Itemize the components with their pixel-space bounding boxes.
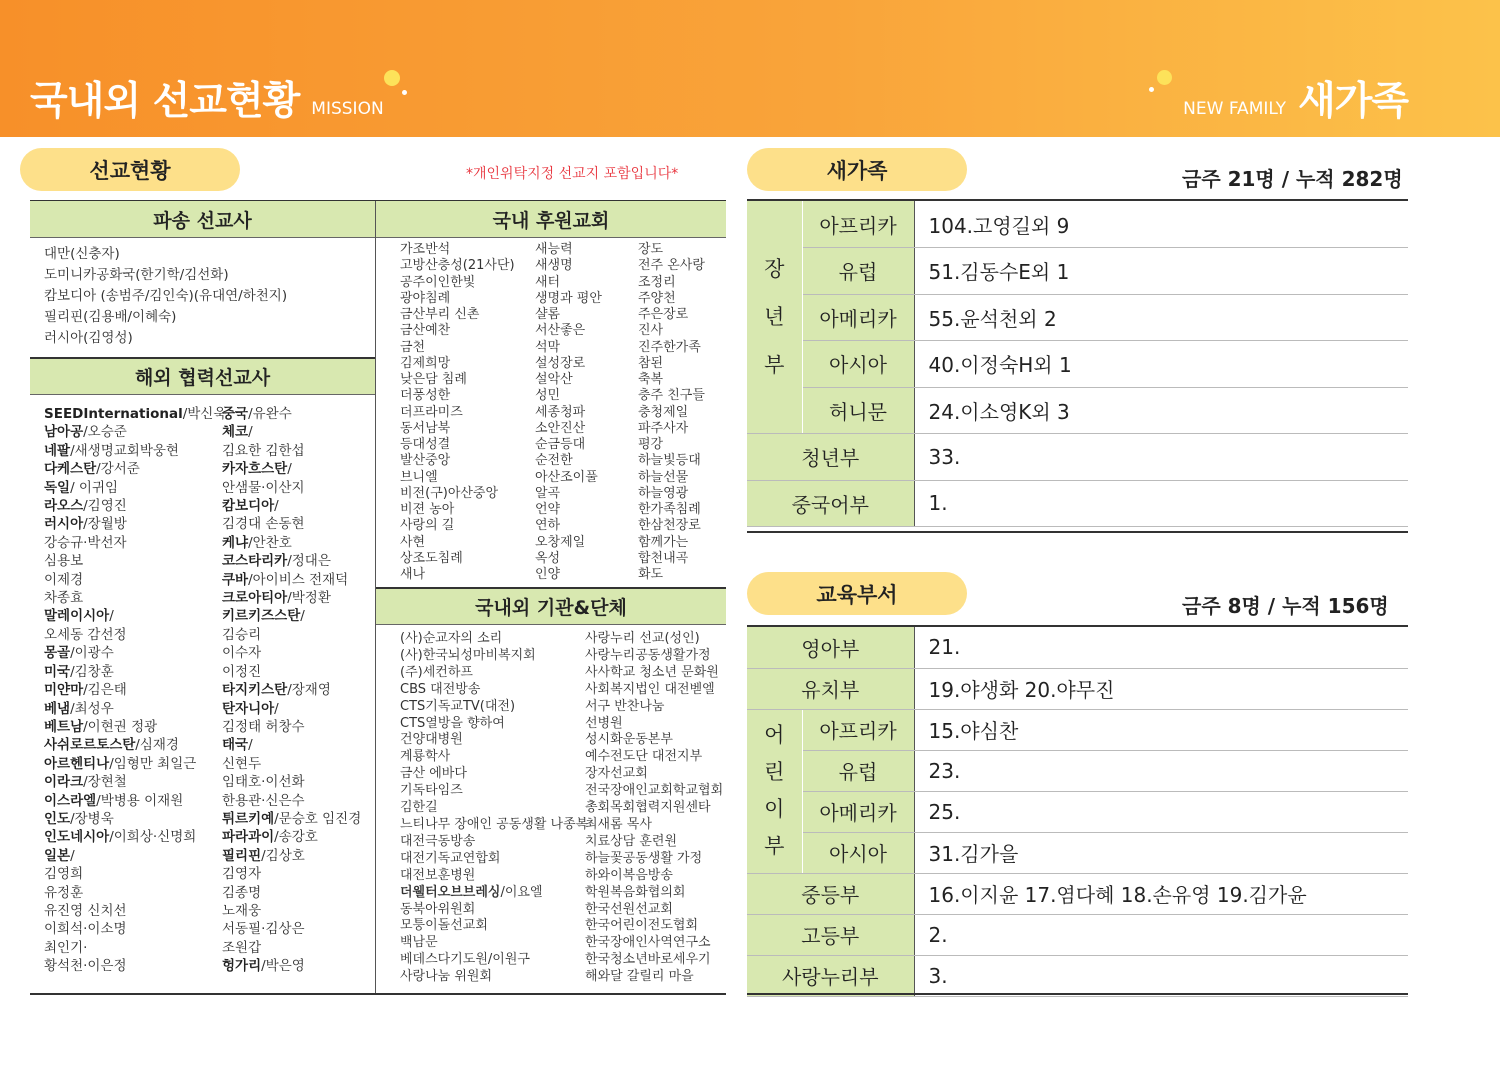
row-label: 아프리카 [802, 201, 914, 248]
row-value: 15.야심찬 [914, 709, 1408, 750]
church-item: 낮은담 침례 [400, 372, 467, 387]
partner-item: 서동필·김상은 [222, 921, 305, 938]
table-row [747, 750, 1408, 791]
church-item: 알곡 [535, 485, 561, 501]
mission-note: *개인위탁지정 선교지 포함입니다* [466, 166, 679, 182]
country-name: 파라과이 [222, 829, 275, 846]
country-name: 베트남 [44, 718, 84, 735]
org-col-2 [585, 631, 723, 986]
row-label: 고등부 [747, 914, 914, 955]
divider [747, 531, 1408, 533]
domestic-col-3 [638, 242, 705, 583]
row-label: 유럽 [802, 750, 914, 791]
row-value: 19.야생화 20.야무진 [914, 668, 1408, 709]
church-item: 조정리 [638, 274, 676, 290]
dispatch-item: 대만(신충자) [44, 246, 120, 262]
org-item: 금산 에바다 [400, 766, 467, 782]
row-label: 아시아 [802, 341, 914, 388]
org-header: 국내외 기관&단체 [376, 587, 726, 625]
church-item: 성민 [535, 388, 561, 404]
church-item: 인양 [535, 567, 561, 582]
country-name: 더웰터오브브레싱 [400, 884, 501, 900]
partner-item: 카자흐스탄/ [222, 461, 292, 478]
table-row [747, 341, 1408, 388]
church-item: 발산중앙 [400, 453, 451, 469]
org-item: 계룡학사 [400, 749, 451, 765]
deco-dot-icon [384, 70, 400, 86]
org-item: 선병원 [585, 715, 623, 731]
partner-item: 사쉬로르토스탄/심재경 [44, 737, 179, 754]
row-label: 중국어부 [747, 480, 914, 527]
church-item: 소안진산 [535, 420, 586, 436]
partner-item: 황석천·이은정 [44, 958, 127, 975]
church-item: 가조반석 [400, 242, 451, 257]
org-item: 베데스다기도원/이원구 [400, 952, 530, 968]
row-value: 104.고영길외 9 [914, 201, 1408, 248]
org-item: 느티나무 장애인 공동생활 나종복 [400, 816, 589, 832]
church-item: 사현 [400, 534, 426, 550]
org-item: 사랑누리 선교(성인) [585, 631, 700, 646]
org-item: 총회목회협력지원센타 [585, 800, 711, 816]
partner-item: 오세동 감선정 [44, 626, 127, 643]
newfamily-count: 금주 21명 / 누적 282명 [1182, 167, 1403, 191]
church-item: 광야침례 [400, 290, 451, 306]
church-item: 서산좋은 [535, 323, 586, 339]
org-item: 사사학교 청소년 문화원 [585, 664, 719, 680]
church-item: 진주한가족 [638, 339, 701, 355]
dispatch-list [44, 244, 287, 349]
partner-item: 미국/김창훈 [44, 663, 114, 680]
deco-dot-icon [402, 90, 407, 95]
dispatch-item: 캄보디아 (송범주/김인숙)(유대연/하천지) [44, 288, 288, 304]
row-value: 3. [914, 955, 1408, 996]
newfamily-pill: 새가족 [747, 148, 967, 191]
row-value: 25. [914, 791, 1408, 832]
row-value: 2. [914, 914, 1408, 955]
row-label: 영아부 [747, 627, 914, 668]
partner-item: 임태호·이선화 [222, 774, 305, 791]
country-name: 네팔 [44, 442, 71, 459]
country-name: 인도 [44, 810, 71, 827]
partner-item: 조원갑 [222, 939, 262, 956]
org-item: 건양대병원 [400, 732, 463, 748]
partner-item: 유정훈 [44, 884, 84, 901]
country-name: 크로아티아 [222, 590, 288, 607]
header-banner [0, 0, 1500, 137]
country-name: 타지키스탄 [222, 682, 288, 699]
country-name: 남아공 [44, 424, 84, 441]
partner-item: 김영자 [222, 866, 262, 883]
partner-item: 키르키즈스탄/ [222, 608, 305, 625]
row-value: 16.이지윤 17.염다혜 18.손유영 19.김가윤 [914, 873, 1408, 914]
newfamily-table [747, 201, 1408, 527]
church-item: 등대성결 [400, 437, 451, 452]
org-item: 사회복지법인 대전벧엘 [585, 681, 715, 697]
church-item: 공주이인한빛 [400, 274, 476, 290]
country-name: 아르헨티나 [44, 755, 110, 772]
partner-item: 차종효 [44, 590, 84, 607]
partner-list-right [222, 405, 361, 976]
org-item: 동북아위원회 [400, 901, 476, 917]
org-item: 한국청소년바로세우기 [585, 952, 711, 968]
education-table [747, 627, 1408, 997]
partner-item: 중국/유완수 [222, 406, 292, 422]
partner-item: 체코/ [222, 424, 253, 441]
country-name: 쿠바 [222, 571, 249, 588]
row-label: 유치부 [747, 668, 914, 709]
partner-item: 이수자 [222, 645, 262, 662]
table-row [747, 832, 1408, 873]
partner-item: 태국/ [222, 737, 253, 754]
church-item: 생명과 평안 [535, 290, 602, 306]
church-item: 새터 [535, 274, 561, 290]
org-item: 장자선교회 [585, 766, 648, 782]
org-item: 한국선원선교회 [585, 901, 673, 917]
church-item: 금산부리 신촌 [400, 307, 480, 322]
partner-item: 남아공/오승준 [44, 424, 127, 441]
row-label: 허니문 [802, 387, 914, 434]
partner-item: 인도네시아/이희상·신명희 [44, 829, 197, 846]
org-item: 최새롬 목사 [585, 816, 652, 832]
org-item: 대전보훈병원 [400, 867, 476, 883]
church-item: 오창제일 [535, 534, 586, 550]
domestic-col-2 [535, 242, 602, 583]
table-row [747, 709, 1408, 750]
country-name: 독일 [44, 479, 71, 496]
org-item: CTS기독교TV(대전) [400, 698, 516, 714]
table-row [747, 791, 1408, 832]
partner-item: 이스라엘/박병용 이재원 [44, 792, 184, 809]
org-item: 하늘꽃공동생활 가정 [585, 850, 703, 866]
org-item: (주)세컨하프 [400, 664, 473, 680]
row-value: 31.김가을 [914, 832, 1408, 873]
org-item: 모퉁이돌선교회 [400, 918, 488, 934]
partner-item: 이라크/장현철 [44, 774, 127, 791]
country-name: 다케스탄 [44, 461, 97, 478]
dispatch-header: 파송 선교사 [30, 201, 375, 238]
church-item: 더프라미즈 [400, 404, 463, 420]
partner-item: 캄보디아/ [222, 498, 279, 515]
church-item: 브니엘 [400, 469, 438, 485]
partner-item: 한용관·신은수 [222, 792, 305, 809]
page-subtitle: MISSION [311, 99, 384, 119]
church-item: 동서남북 [400, 420, 451, 436]
church-item: 한삼천장로 [638, 518, 701, 534]
church-item: 주양천 [638, 290, 676, 306]
row-label: 유럽 [802, 248, 914, 295]
partner-item: 베트남/이현권 정광 [44, 718, 158, 735]
country-name: 카자흐스탄 [222, 461, 288, 478]
deco-dot-icon [1149, 87, 1154, 92]
church-item: 참된 [638, 355, 664, 371]
church-item: 함께가는 [638, 534, 689, 550]
org-item: 대전극동방송 [400, 833, 476, 849]
church-item: 진사 [638, 323, 664, 339]
row-value: 1. [914, 480, 1408, 527]
church-item: 합천내곡 [638, 550, 689, 566]
country-name: 이라크 [44, 774, 84, 791]
church-item: 하늘빛등대 [638, 453, 701, 469]
header-right-title: 새가족 [1297, 79, 1408, 124]
partner-item: 필리핀/김상호 [222, 847, 305, 864]
partner-item: 심용보 [44, 553, 84, 570]
church-item: 김제희망 [400, 355, 451, 371]
partner-item: 코스타리카/정대은 [222, 553, 331, 570]
church-item: 상조도침례 [400, 550, 463, 566]
divider [747, 993, 1408, 995]
dispatch-item: 러시아(김영성) [44, 330, 133, 346]
partner-item: 네팔/새생명교회박웅현 [44, 442, 179, 459]
table-row [747, 480, 1408, 527]
org-item: CTS열방을 향하여 [400, 715, 505, 731]
church-item: 화도 [638, 567, 664, 582]
partner-item: 안샘물·이산지 [222, 479, 305, 496]
partner-item: 크로아티아/박정환 [222, 590, 331, 607]
table-row [747, 955, 1408, 996]
church-item: 석막 [535, 339, 561, 355]
org-item: 기독타임즈 [400, 783, 463, 799]
country-name: 미얀마 [44, 682, 84, 699]
church-item: 언약 [535, 502, 561, 517]
row-label: 아시아 [802, 832, 914, 873]
partner-item: 김정태 허창수 [222, 718, 305, 735]
table-row [747, 248, 1408, 295]
partner-item: 헝가리/박은영 [222, 958, 305, 975]
org-item: (사)순교자의 소리 [400, 631, 503, 646]
row-label: 청년부 [747, 434, 914, 481]
partner-item: 튀르키예/문승호 임진경 [222, 810, 362, 827]
partner-item: 이정진 [222, 663, 262, 680]
table-row [747, 627, 1408, 668]
org-item: 하와이복음방송 [585, 867, 673, 883]
row-value: 51.김동수E외 1 [914, 248, 1408, 295]
partner-item: 유진영 신치선 [44, 902, 127, 919]
partner-list-left [44, 405, 226, 976]
country-name: 몽골 [44, 645, 71, 662]
country-name: 필리핀 [222, 847, 262, 864]
deco-dot-icon [1157, 70, 1172, 85]
country-name: 태국 [222, 737, 249, 754]
table-row [747, 294, 1408, 341]
country-name: 미국 [44, 663, 71, 680]
partner-item: 김경대 손동현 [222, 516, 305, 533]
country-name: 헝가리 [222, 958, 262, 975]
org-item: 해와달 갈릴리 마을 [585, 969, 694, 985]
country-name: 캄보디아 [222, 498, 275, 515]
country-name: SEEDInternational [44, 406, 183, 422]
church-item: 비젼 농아 [400, 502, 455, 517]
row-label: 사랑누리부 [747, 955, 914, 996]
church-item: 옥성 [535, 550, 561, 566]
partner-item: 김요한 김한섭 [222, 442, 305, 459]
partner-item: 김종명 [222, 884, 262, 901]
header-right [1183, 70, 1408, 126]
country-name: 케냐 [222, 534, 249, 551]
domestic-header: 국내 후원교회 [376, 201, 726, 238]
org-item: 성시화운동본부 [585, 732, 673, 748]
church-item: 고방산충성(21사단) [400, 258, 515, 274]
dispatch-item: 필리핀(김용배/이혜숙) [44, 309, 177, 325]
country-name: 베냄 [44, 700, 71, 717]
church-item: 한가족침례 [638, 502, 701, 517]
country-name: 말레이시아 [44, 608, 110, 625]
row-value: 23. [914, 750, 1408, 791]
church-item: 새생명 [535, 258, 573, 274]
country-name: 사쉬로르토스탄 [44, 737, 136, 754]
church-item: 설성장로 [535, 355, 586, 371]
church-item: 순전한 [535, 453, 573, 469]
partner-item: 말레이시아/ [44, 608, 114, 625]
partner-item: 노재웅 [222, 902, 262, 919]
church-item: 금천 [400, 339, 426, 355]
church-item: 설악산 [535, 372, 573, 387]
domestic-col-1 [400, 242, 515, 583]
header-right-sub: NEW FAMILY [1183, 99, 1286, 119]
row-label: 아메리카 [802, 294, 914, 341]
row-value: 33. [914, 434, 1408, 481]
country-name: 키르키즈스탄 [222, 608, 301, 625]
partner-item: 최인기· [44, 939, 88, 956]
org-item: 한국어린이전도협회 [585, 918, 699, 934]
country-name: 탄자니아 [222, 700, 275, 717]
table-row [747, 914, 1408, 955]
church-item: 충청제일 [638, 404, 689, 420]
partner-item: 이희석·이소명 [44, 921, 127, 938]
row-label: 아프리카 [802, 709, 914, 750]
church-item: 전주 온사랑 [638, 258, 705, 274]
partner-item: 신현두 [222, 755, 262, 772]
page-title: 국내외 선교현황 [30, 79, 300, 124]
partner-item: 베냄/최성우 [44, 700, 114, 717]
org-item: 사랑누리공동생활가정 [585, 647, 711, 663]
country-name: 이스라엘 [44, 792, 97, 809]
church-item: 더풍성한 [400, 388, 451, 404]
org-item: 전국장애인교회학교협회 [585, 783, 724, 799]
row-label: 중등부 [747, 873, 914, 914]
section-label: 어 린 이 부 [747, 709, 802, 873]
partner-item: 이제경 [44, 571, 84, 588]
table-row [747, 387, 1408, 434]
org-item: CBS 대전방송 [400, 681, 481, 697]
education-count: 금주 8명 / 누적 156명 [1182, 594, 1389, 618]
church-item: 사랑의 길 [400, 518, 455, 534]
church-item: 세종청파 [535, 404, 586, 420]
partner-item: 라오스/김영진 [44, 498, 127, 515]
org-item: 더웰터오브브레싱/이요엘 [400, 884, 543, 900]
partner-item: 탄자니아/ [222, 700, 279, 717]
org-col-1 [400, 631, 588, 986]
country-name: 일본 [44, 847, 71, 864]
church-item: 장도 [638, 242, 664, 257]
church-item: 새능력 [535, 242, 573, 257]
org-item: 예수전도단 대전지부 [585, 749, 703, 765]
divider [30, 993, 726, 995]
church-item: 비전(구)아산중앙 [400, 485, 499, 501]
org-item: 사랑나눔 위원회 [400, 969, 493, 985]
table-row [747, 668, 1408, 709]
org-item: 학원복음화협의회 [585, 884, 686, 900]
partner-item: 독일/ 이귀임 [44, 479, 119, 496]
partner-item: 타지키스탄/장재영 [222, 682, 331, 699]
church-item: 샬롬 [535, 307, 561, 322]
section-label: 장 년 부 [747, 201, 802, 434]
church-item: 하늘선물 [638, 469, 689, 485]
church-item: 금산예찬 [400, 323, 451, 339]
row-value: 21. [914, 627, 1408, 668]
church-item: 축복 [638, 372, 664, 387]
church-item: 연하 [535, 518, 561, 534]
partner-header: 해외 협력선교사 [30, 357, 375, 395]
church-item: 파주사자 [638, 420, 689, 436]
org-item: (사)한국뇌성마비복지회 [400, 647, 536, 663]
country-name: 튀르키예 [222, 810, 275, 827]
church-item: 순금등대 [535, 437, 586, 452]
country-name: 중국 [222, 406, 249, 422]
row-value: 40.이정숙H외 1 [914, 341, 1408, 388]
partner-item: 김승리 [222, 626, 262, 643]
row-value: 55.윤석천외 2 [914, 294, 1408, 341]
org-item: 한국장애인사역연구소 [585, 935, 711, 951]
partner-item: 미얀마/김은태 [44, 682, 127, 699]
table-row [747, 434, 1408, 481]
table-row [747, 201, 1408, 248]
partner-item: 쿠바/아이비스 전재덕 [222, 571, 349, 588]
country-name: 라오스 [44, 498, 84, 515]
country-name: 체코 [222, 424, 249, 441]
education-pill: 교육부서 [747, 572, 967, 615]
partner-item: 강승규·박선자 [44, 534, 127, 551]
org-item: 김한길 [400, 800, 438, 816]
partner-item: 아르헨티나/임형만 최일근 [44, 755, 197, 772]
church-item: 충주 친구들 [638, 388, 705, 404]
table-row [747, 873, 1408, 914]
partner-item: 몽골/이광수 [44, 645, 114, 662]
partner-item: 러시아/장월방 [44, 516, 127, 533]
org-item: 대전기독교연합회 [400, 850, 501, 866]
row-label: 아메리카 [802, 791, 914, 832]
country-name: 러시아 [44, 516, 84, 533]
partner-item: SEEDInternational/박신욱 [44, 406, 227, 422]
partner-item: 인도/장병욱 [44, 810, 114, 827]
dispatch-item: 도미니카공화국(한기학/김선화) [44, 267, 229, 283]
partner-item: 케냐/안찬호 [222, 534, 292, 551]
org-item: 치료상담 훈련원 [585, 833, 678, 849]
header-left [30, 70, 384, 126]
partner-item: 김영희 [44, 866, 84, 883]
row-value: 24.이소영K외 3 [914, 387, 1408, 434]
org-item: 백남문 [400, 935, 438, 951]
church-item: 주은장로 [638, 307, 689, 322]
org-item: 서구 반찬나눔 [585, 698, 665, 714]
church-item: 평강 [638, 437, 664, 452]
partner-item: 파라과이/송강호 [222, 829, 318, 846]
partner-item: 다케스탄/강서준 [44, 461, 140, 478]
partner-item: 일본/ [44, 847, 75, 864]
mission-pill: 선교현황 [20, 148, 240, 191]
country-name: 코스타리카 [222, 553, 288, 570]
church-item: 새나 [400, 567, 426, 582]
church-item: 아산조이풀 [535, 469, 598, 485]
country-name: 인도네시아 [44, 829, 110, 846]
church-item: 하늘영광 [638, 485, 689, 501]
